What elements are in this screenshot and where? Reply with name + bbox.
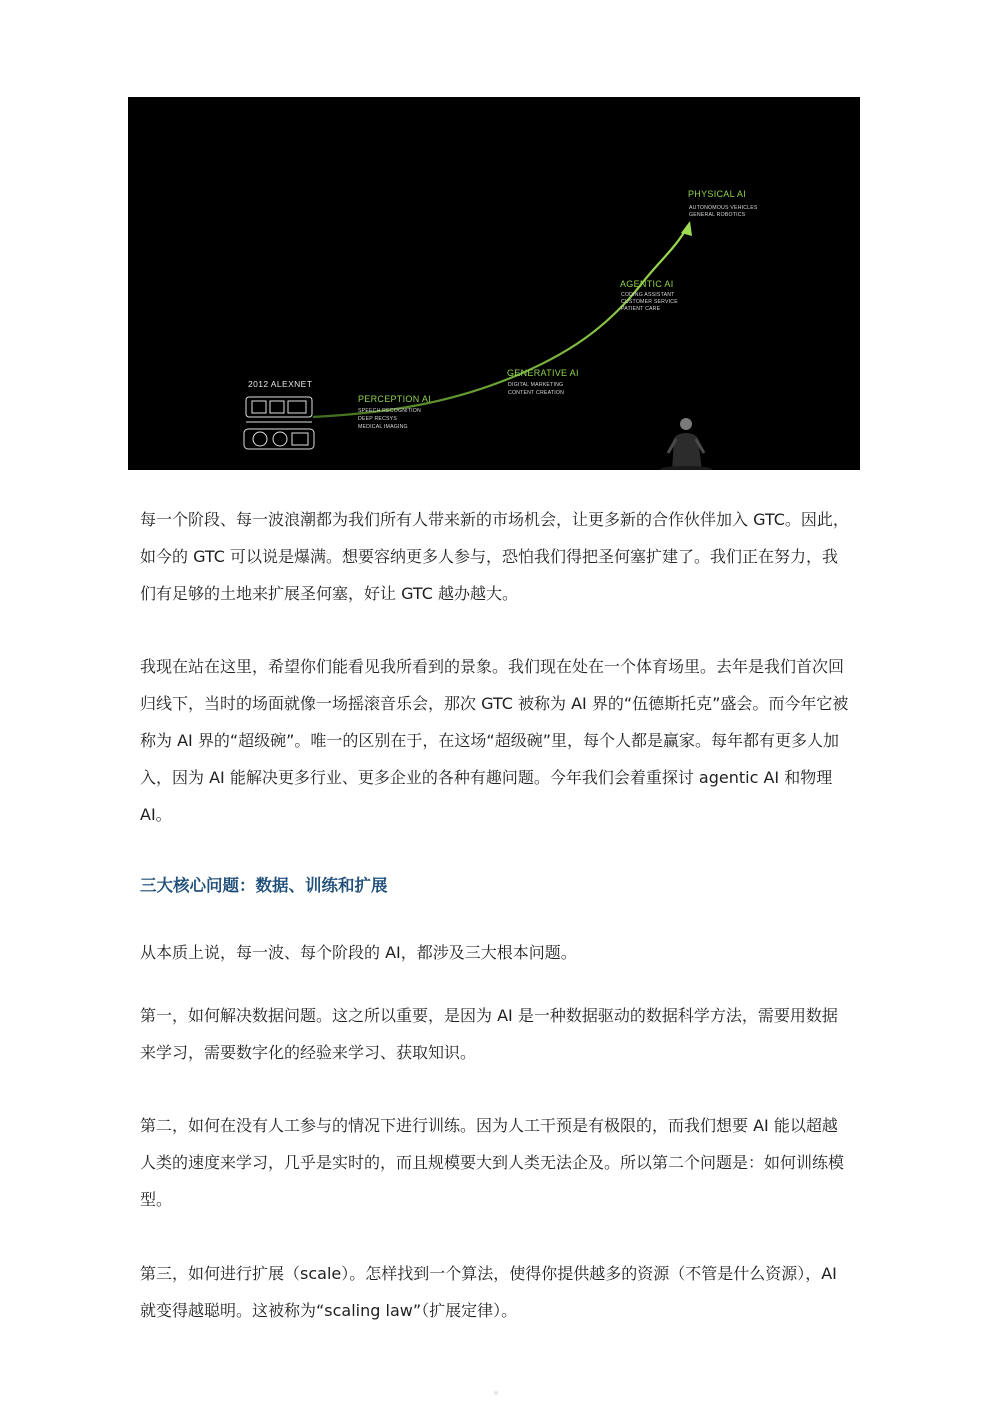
section-heading: 三大核心问题：数据、训练和扩展	[140, 876, 388, 895]
stage-item: DIGITAL MARKETING	[508, 382, 564, 388]
gpu-sketch-icon	[244, 397, 314, 449]
stage-item: CONTENT CREATION	[508, 390, 565, 396]
stage-title: PERCEPTION AI	[358, 394, 431, 404]
keynote-slide-image	[128, 97, 860, 470]
stage-item: SPEECH RECOGNITION	[358, 408, 421, 414]
paragraph-first-problem: 第一，如何解决数据问题。这之所以重要，是因为 AI 是一种数据驱动的数据科学方法，需要用数据来学习，需要数字化的经验来学习、获取知识。	[140, 1006, 838, 1062]
stage-title: PHYSICAL AI	[688, 189, 746, 199]
paragraph-waves: 每一个阶段、每一波浪潮都为我们所有人带来新的市场机会，让更多新的合作伙伴加入 GTC。因此，如今的 GTC 可以说是爆满。想要容纳更多人参与，恐怕我们得把圣何塞扩建了。我们正在努力，我们有足够的土地来扩展圣何塞，好让 GTC 越办越大。	[140, 510, 849, 603]
paragraph-third-problem: 第三，如何进行扩展（scale）。怎样找到一个算法，使得你提供越多的资源（不管是什么资源），AI 就变得越聪明。这被称为“scaling law”（扩展定律）。	[140, 1264, 837, 1320]
stage-title: AGENTIC AI	[620, 279, 674, 289]
paragraph-three-problems: 从本质上说，每一波、每个阶段的 AI，都涉及三大根本问题。	[140, 943, 577, 962]
stage-item: CUSTOMER SERVICE	[621, 299, 678, 305]
growth-curve	[313, 229, 686, 417]
stage-item: GENERAL ROBOTICS	[689, 212, 746, 218]
presenter-figure	[660, 418, 712, 470]
stage-item: AUTONOMOUS VEHICLES	[689, 205, 758, 211]
stage-item: CODING ASSISTANT	[621, 292, 675, 298]
stage-item: PATIENT CARE	[621, 306, 661, 312]
stage-title: GENERATIVE AI	[507, 368, 579, 378]
stage-item: MEDICAL IMAGING	[358, 424, 408, 430]
ai-waves-diagram	[128, 97, 860, 470]
paragraph-stadium: 我现在站在这里，希望你们能看见我所看到的景象。我们现在处在一个体育场里。去年是我们首次回归线下，当时的场面就像一场摇滚音乐会，那次 GTC 被称为 AI 界的“伍德斯托克”盛会。而今年它被称为 AI 界的“超级碗”。唯一的区别在于，在这场“超级碗”里，每个人都是赢家。每年都有更多人加入，因为 AI 能解决更多行业、更多企业的各种有趣问题。今年我们会着重探讨 agentic AI 和物理 AI。	[140, 657, 849, 824]
paragraph-second-problem: 第二，如何在没有人工参与的情况下进行训练。因为人工干预是有极限的，而我们想要 AI 能以超越人类的速度来学习，几乎是实时的，而且规模要大到人类无法企及。所以第二个问题是：如何训练模型。	[140, 1116, 845, 1209]
stage-item: DEEP RECSYS	[358, 416, 398, 422]
stage-title: 2012 ALEXNET	[248, 379, 313, 389]
page-marker	[494, 1391, 498, 1395]
